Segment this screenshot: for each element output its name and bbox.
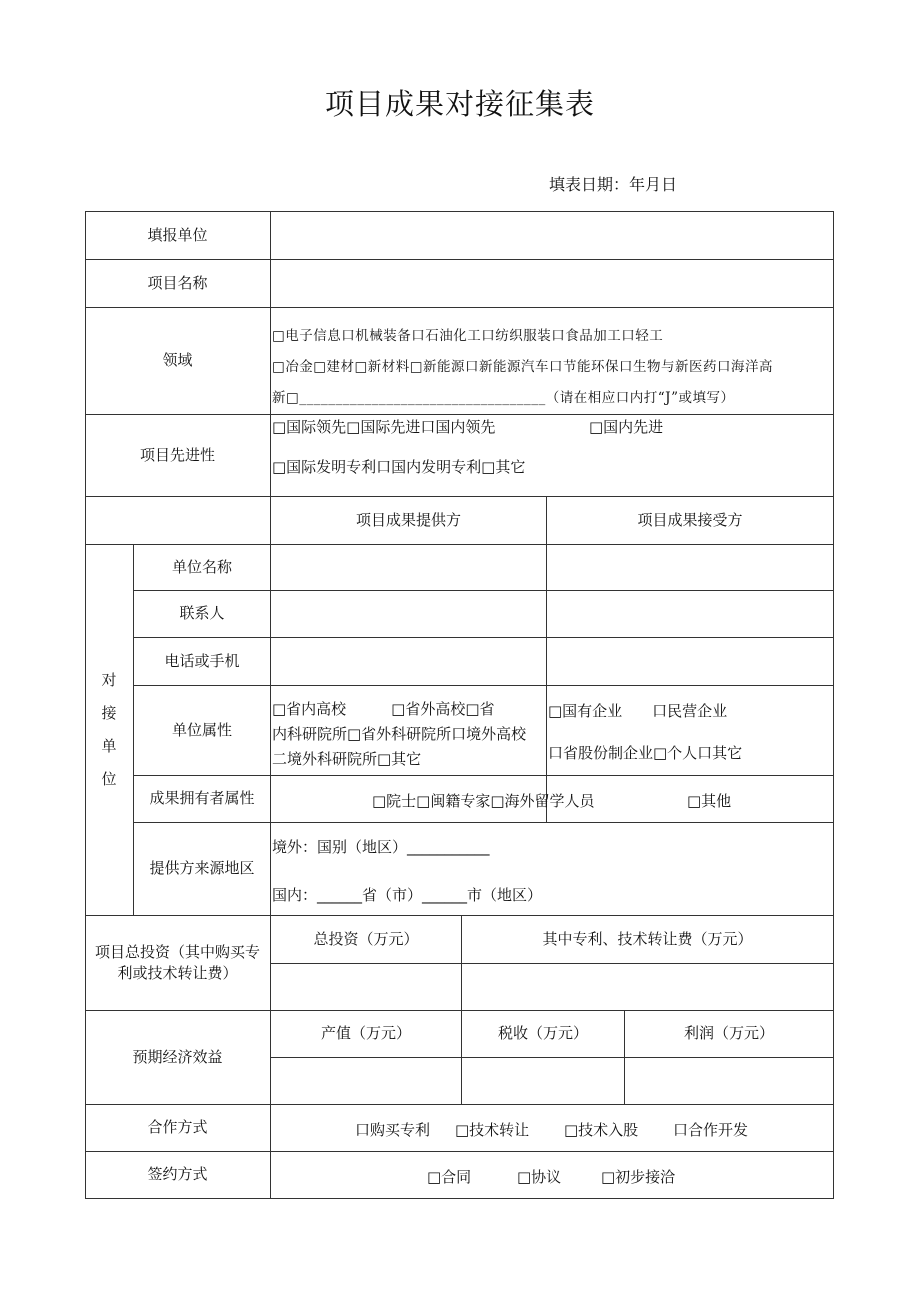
advancement-domestic-advanced[interactable]: □国内先进 — [589, 418, 664, 436]
docking-unit-char-2: 接 — [101, 703, 117, 722]
investment-patent-fee-input[interactable] — [462, 963, 833, 1010]
benefit-profit-header: 利润（万元） — [683, 1024, 774, 1042]
investment-label: 项目总投资（其中购买专利或技术转让费） — [94, 942, 260, 982]
benefit-output-input[interactable] — [271, 1057, 461, 1104]
advancement-options-line-2[interactable]: □国际发明专利口国内发明专利□其它 — [272, 458, 526, 476]
cooperation-label: 合作方式 — [147, 1118, 208, 1136]
cooperation-joint-dev[interactable]: 口合作开发 — [673, 1121, 749, 1139]
investment-total-input[interactable] — [271, 963, 461, 1010]
source-region-label: 提供方来源地区 — [149, 859, 255, 877]
provider-phone-input[interactable] — [271, 637, 546, 685]
provider-header: 项目成果提供方 — [355, 510, 461, 529]
fill-date-label: 填表日期：年月日 — [549, 175, 678, 194]
field-options-line-2[interactable]: □冶金□建材□新材料□新能源口新能源汽车口节能环保口生物与新医药口海洋高 — [272, 359, 774, 375]
provider-attr-line-1[interactable]: □省内高校 □省外高校□省 — [272, 700, 495, 718]
field-options-line-3[interactable]: 新□__________________________________（请在相应口内打“J”或填写） — [272, 390, 735, 406]
receiver-phone-input[interactable] — [547, 637, 833, 685]
owner-attr-label: 成果拥有者属性 — [149, 789, 255, 807]
owner-attr-other[interactable]: □其他 — [687, 792, 732, 810]
contact-label: 联系人 — [179, 604, 225, 622]
advancement-options-line-1[interactable]: □国际领先□国际先进口国内领先 — [272, 418, 496, 436]
cooperation-buy-patent[interactable]: 口购买专利 — [355, 1121, 431, 1139]
receiver-contact-input[interactable] — [547, 590, 833, 637]
signing-preliminary[interactable]: □初步接洽 — [601, 1168, 676, 1186]
receiver-attr-line-2[interactable]: 口省股份制企业□个人口其它 — [548, 744, 743, 762]
provider-attr-line-2[interactable]: 内科研院所□省外科研院所口境外高校 — [272, 725, 527, 743]
docking-unit-char-1: 对 — [101, 670, 117, 689]
phone-label: 电话或手机 — [164, 651, 240, 670]
unit-name-label: 单位名称 — [171, 557, 232, 576]
owner-attr-options[interactable]: □院士□闽籍专家□海外留学人员 — [372, 792, 595, 810]
cooperation-tech-transfer[interactable]: □技术转让 — [455, 1121, 530, 1139]
signing-label: 签约方式 — [147, 1165, 208, 1183]
benefit-output-header: 产值（万元） — [320, 1024, 411, 1042]
investment-total-header: 总投资（万元） — [313, 929, 419, 948]
cooperation-tech-equity[interactable]: □技术入股 — [564, 1121, 639, 1139]
benefit-tax-header: 税收（万元） — [497, 1024, 588, 1042]
benefit-profit-input[interactable] — [625, 1057, 833, 1104]
source-region-overseas[interactable]: 境外：国别（地区）___________ — [272, 838, 490, 856]
unit-attr-label: 单位属性 — [171, 720, 232, 739]
unit-label: 填报单位 — [147, 225, 208, 244]
signing-contract[interactable]: □合同 — [427, 1168, 472, 1186]
project-name-label: 项目名称 — [147, 273, 208, 292]
benefit-tax-input[interactable] — [462, 1057, 624, 1104]
project-name-input[interactable] — [271, 259, 833, 307]
field-label: 领域 — [162, 351, 193, 369]
receiver-attr-line-1[interactable]: □国有企业 口民营企业 — [548, 702, 728, 720]
field-options-line-1[interactable]: □电子信息口机械装备口石油化工口纺织服装口食品加工口轻工 — [272, 328, 664, 344]
docking-unit-char-4: 位 — [101, 769, 117, 788]
investment-patent-fee-header: 其中专利、技术转让费（万元） — [542, 929, 753, 948]
provider-unit-name-input[interactable] — [271, 544, 546, 590]
provider-attr-line-3[interactable]: 二境外科研院所□其它 — [272, 750, 422, 768]
benefit-label: 预期经济效益 — [132, 1047, 223, 1066]
source-region-domestic[interactable]: 国内：______省（市）______市（地区） — [272, 886, 543, 904]
provider-contact-input[interactable] — [271, 590, 546, 637]
receiver-unit-name-input[interactable] — [547, 544, 833, 590]
docking-unit-label — [85, 544, 133, 915]
unit-input[interactable] — [271, 211, 833, 259]
collection-form-table — [85, 211, 834, 1198]
docking-unit-char-3: 单 — [101, 736, 117, 755]
signing-agreement[interactable]: □协议 — [517, 1168, 562, 1186]
advancement-label: 项目先进性 — [139, 445, 215, 464]
receiver-header: 项目成果接受方 — [637, 510, 743, 529]
page-title: 项目成果对接征集表 — [324, 87, 595, 121]
